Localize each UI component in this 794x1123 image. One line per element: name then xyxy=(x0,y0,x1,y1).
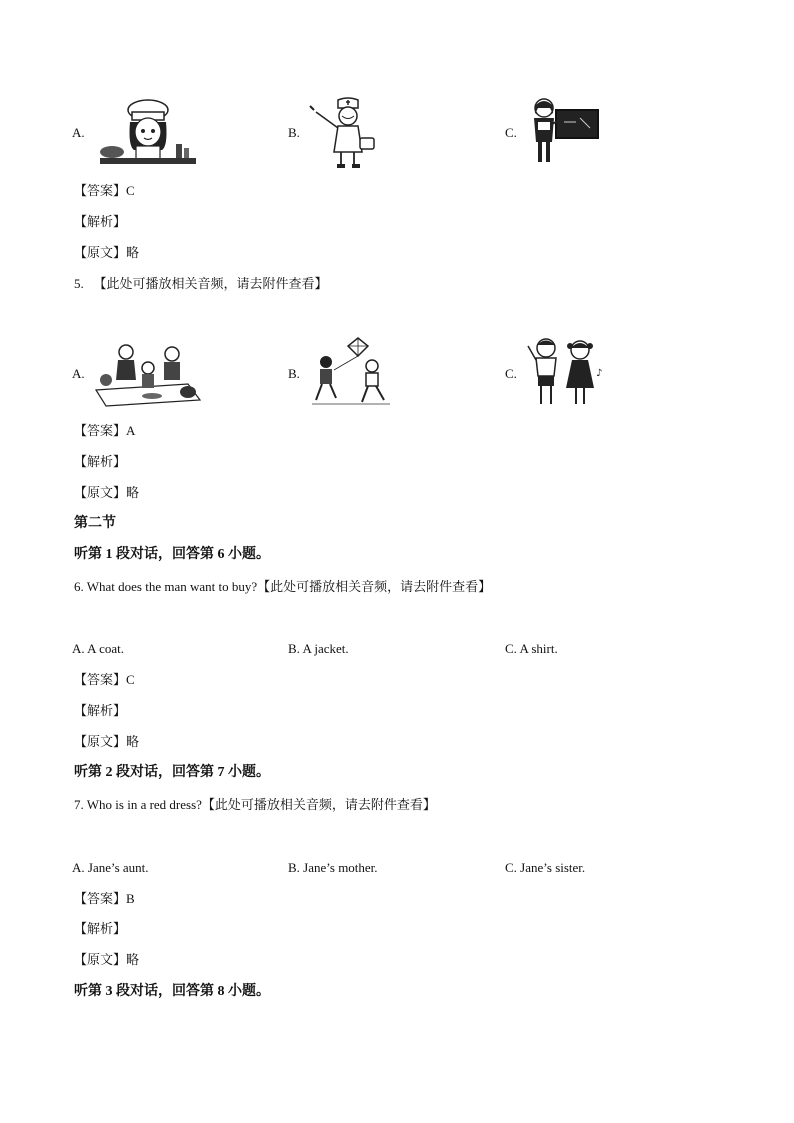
section-2-heading: 第二节 xyxy=(74,516,116,531)
q6-option-b: B. A jacket. xyxy=(288,641,349,656)
q7-analysis: 【解析】 xyxy=(74,921,127,936)
q7-option-b: B. Jane’s mother. xyxy=(288,860,378,875)
cook-girl-icon xyxy=(98,96,198,168)
q4-option-c-label: C. xyxy=(505,125,517,140)
dialog-1-instruction: 听第 1 段对话，回答第 6 小题。 xyxy=(74,547,270,562)
q4-analysis: 【解析】 xyxy=(74,214,127,229)
picnic-family-icon xyxy=(92,340,202,408)
q7-stem: 7. Who is in a red dress?【此处可播放相关音频，请去附件查看】 xyxy=(74,797,436,812)
q6-stem: 6. What does the man want to buy?【此处可播放相关音频，请去附件查看】 xyxy=(74,579,492,594)
nurse-icon xyxy=(308,96,378,170)
q4-original: 【原文】略 xyxy=(74,245,140,260)
q4-option-a-label: A. xyxy=(72,125,85,140)
teacher-icon xyxy=(528,96,600,168)
q4-answer: 【答案】C xyxy=(74,183,135,198)
kite-boys-icon xyxy=(310,336,392,408)
svg-text:♪: ♪ xyxy=(596,368,603,379)
q7-original: 【原文】略 xyxy=(74,952,140,967)
q6-option-c: C. A shirt. xyxy=(505,641,558,656)
q5-option-c-label: C. xyxy=(505,366,517,381)
q6-option-a: A. A coat. xyxy=(72,641,124,656)
q5-option-b-label: B. xyxy=(288,366,300,381)
dialog-3-instruction: 听第 3 段对话，回答第 8 小题。 xyxy=(74,984,270,999)
q7-option-a: A. Jane’s aunt. xyxy=(72,860,149,875)
dancing-kids-icon xyxy=(524,336,604,408)
q7-option-c: C. Jane’s sister. xyxy=(505,860,586,875)
q7-answer: 【答案】B xyxy=(74,891,135,906)
q5-original: 【原文】略 xyxy=(74,485,140,500)
q5-analysis: 【解析】 xyxy=(74,454,127,469)
q5-answer: 【答案】A xyxy=(74,423,136,438)
dialog-2-instruction: 听第 2 段对话，回答第 7 小题。 xyxy=(74,765,270,780)
q6-analysis: 【解析】 xyxy=(74,703,127,718)
q6-answer: 【答案】C xyxy=(74,672,135,687)
q4-option-b-label: B. xyxy=(288,125,300,140)
q5-stem: 5. 【此处可播放相关音频，请去附件查看】 xyxy=(74,276,328,291)
q6-original: 【原文】略 xyxy=(74,734,140,749)
q5-option-a-label: A. xyxy=(72,366,85,381)
